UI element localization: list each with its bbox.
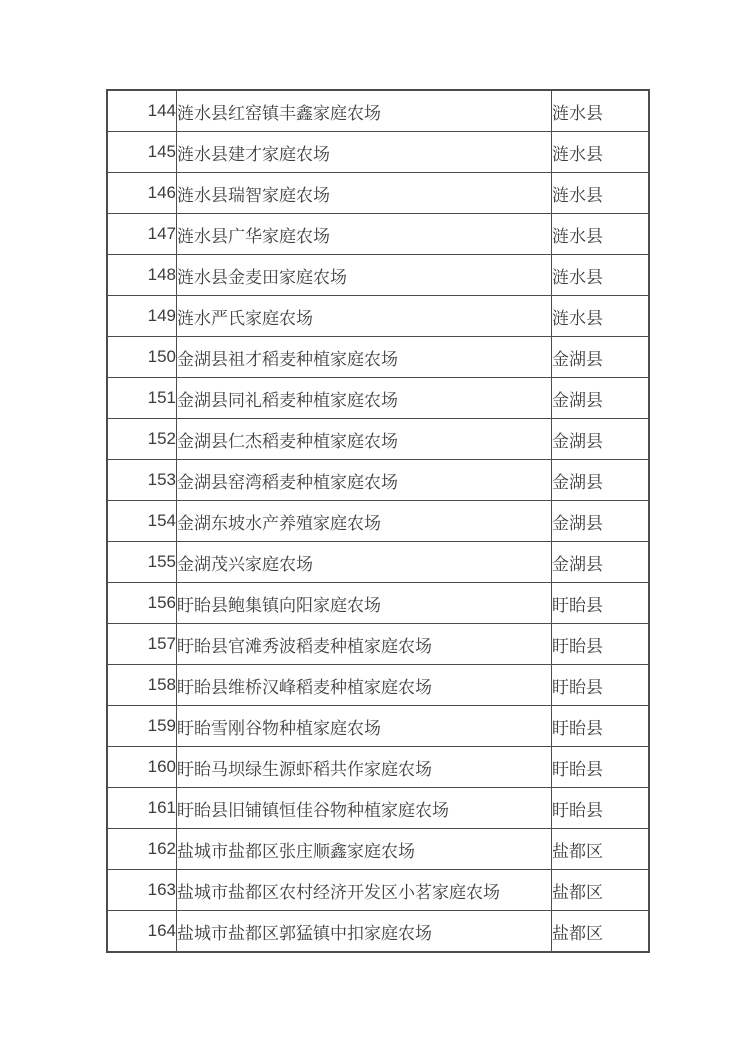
farm-name-cell: 金湖县窑湾稻麦种植家庭农场 xyxy=(177,460,552,501)
row-number-cell: 163 xyxy=(107,870,177,911)
county-cell: 盱眙县 xyxy=(552,665,650,706)
farm-name-cell: 盐城市盐都区农村经济开发区小茗家庭农场 xyxy=(177,870,552,911)
farm-name-cell: 涟水县建才家庭农场 xyxy=(177,132,552,173)
county-cell: 盱眙县 xyxy=(552,583,650,624)
row-number-cell: 148 xyxy=(107,255,177,296)
row-number-cell: 158 xyxy=(107,665,177,706)
table-row xyxy=(107,255,649,296)
farm-list-table-body xyxy=(107,90,649,952)
row-number-cell: 154 xyxy=(107,501,177,542)
table-row xyxy=(107,706,649,747)
county-cell: 盐都区 xyxy=(552,829,650,870)
row-number-cell: 164 xyxy=(107,911,177,953)
row-number-cell: 147 xyxy=(107,214,177,255)
county-cell: 金湖县 xyxy=(552,501,650,542)
table-row xyxy=(107,419,649,460)
county-cell: 涟水县 xyxy=(552,90,650,132)
table-row xyxy=(107,501,649,542)
row-number-cell: 151 xyxy=(107,378,177,419)
row-number-cell: 161 xyxy=(107,788,177,829)
farm-name-cell: 金湖县同礼稻麦种植家庭农场 xyxy=(177,378,552,419)
farm-name-cell: 涟水严氏家庭农场 xyxy=(177,296,552,337)
farm-name-cell: 盐城市盐都区张庄顺鑫家庭农场 xyxy=(177,829,552,870)
row-number-cell: 159 xyxy=(107,706,177,747)
county-cell: 盱眙县 xyxy=(552,788,650,829)
table-row xyxy=(107,460,649,501)
row-number-cell: 150 xyxy=(107,337,177,378)
table-row xyxy=(107,624,649,665)
row-number-cell: 160 xyxy=(107,747,177,788)
table-row xyxy=(107,788,649,829)
farm-name-cell: 盱眙雪刚谷物种植家庭农场 xyxy=(177,706,552,747)
county-cell: 盱眙县 xyxy=(552,706,650,747)
farm-name-cell: 涟水县金麦田家庭农场 xyxy=(177,255,552,296)
county-cell: 涟水县 xyxy=(552,132,650,173)
farm-name-cell: 盱眙县旧铺镇恒佳谷物种植家庭农场 xyxy=(177,788,552,829)
county-cell: 金湖县 xyxy=(552,419,650,460)
county-cell: 涟水县 xyxy=(552,255,650,296)
county-cell: 金湖县 xyxy=(552,542,650,583)
row-number-cell: 156 xyxy=(107,583,177,624)
row-number-cell: 144 xyxy=(107,90,177,132)
row-number-cell: 157 xyxy=(107,624,177,665)
farm-name-cell: 盱眙县维桥汉峰稻麦种植家庭农场 xyxy=(177,665,552,706)
row-number-cell: 155 xyxy=(107,542,177,583)
table-row xyxy=(107,214,649,255)
farm-name-cell: 盱眙县官滩秀波稻麦种植家庭农场 xyxy=(177,624,552,665)
row-number-cell: 153 xyxy=(107,460,177,501)
county-cell: 金湖县 xyxy=(552,378,650,419)
farm-list-table xyxy=(106,89,650,953)
farm-name-cell: 金湖东坡水产养殖家庭农场 xyxy=(177,501,552,542)
farm-name-cell: 盐城市盐都区郭猛镇中扣家庭农场 xyxy=(177,911,552,953)
table-row xyxy=(107,870,649,911)
county-cell: 盐都区 xyxy=(552,911,650,953)
row-number-cell: 146 xyxy=(107,173,177,214)
table-row xyxy=(107,665,649,706)
farm-name-cell: 金湖县祖才稻麦种植家庭农场 xyxy=(177,337,552,378)
county-cell: 金湖县 xyxy=(552,460,650,501)
row-number-cell: 149 xyxy=(107,296,177,337)
table-row xyxy=(107,173,649,214)
table-row xyxy=(107,829,649,870)
farm-name-cell: 金湖茂兴家庭农场 xyxy=(177,542,552,583)
county-cell: 金湖县 xyxy=(552,337,650,378)
county-cell: 盱眙县 xyxy=(552,624,650,665)
table-row xyxy=(107,747,649,788)
county-cell: 盱眙县 xyxy=(552,747,650,788)
table-row xyxy=(107,337,649,378)
farm-name-cell: 盱眙马坝绿生源虾稻共作家庭农场 xyxy=(177,747,552,788)
county-cell: 涟水县 xyxy=(552,173,650,214)
row-number-cell: 152 xyxy=(107,419,177,460)
table-row xyxy=(107,90,649,132)
table-row xyxy=(107,132,649,173)
county-cell: 涟水县 xyxy=(552,296,650,337)
table-row xyxy=(107,296,649,337)
row-number-cell: 145 xyxy=(107,132,177,173)
farm-name-cell: 涟水县红窑镇丰鑫家庭农场 xyxy=(177,90,552,132)
farm-name-cell: 盱眙县鲍集镇向阳家庭农场 xyxy=(177,583,552,624)
table-row xyxy=(107,583,649,624)
county-cell: 盐都区 xyxy=(552,870,650,911)
farm-name-cell: 涟水县广华家庭农场 xyxy=(177,214,552,255)
county-cell: 涟水县 xyxy=(552,214,650,255)
farm-name-cell: 金湖县仁杰稻麦种植家庭农场 xyxy=(177,419,552,460)
row-number-cell: 162 xyxy=(107,829,177,870)
farm-name-cell: 涟水县瑞智家庭农场 xyxy=(177,173,552,214)
table-row xyxy=(107,911,649,953)
table-row xyxy=(107,542,649,583)
table-row xyxy=(107,378,649,419)
